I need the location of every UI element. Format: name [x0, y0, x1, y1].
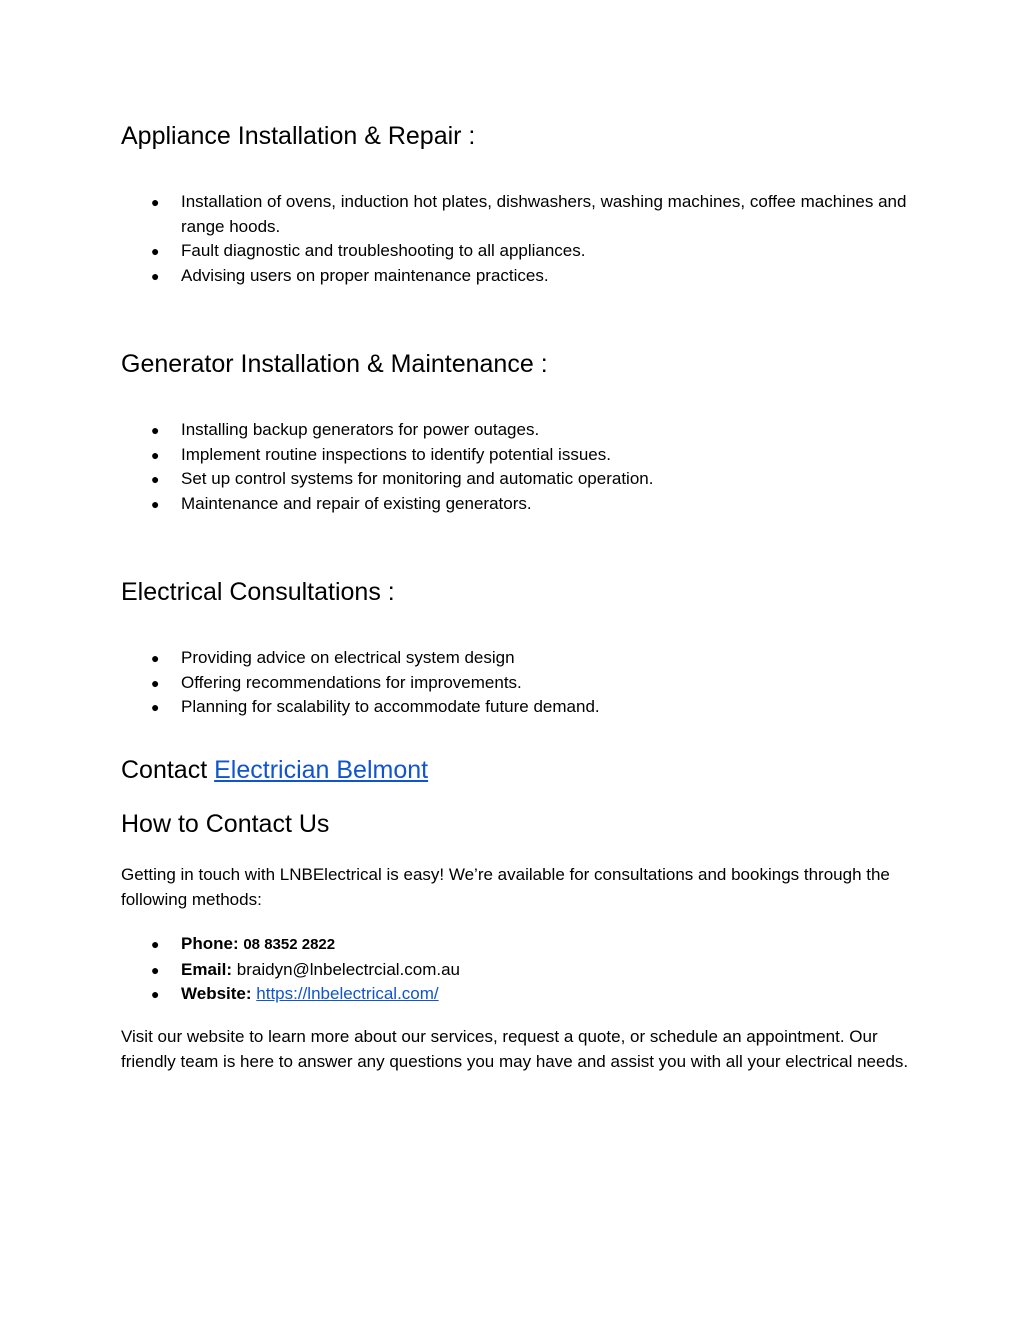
- list-item: [121, 646, 911, 671]
- contact-prefix: Contact: [121, 756, 215, 784]
- generator-list: [121, 418, 911, 516]
- contact-closing: Visit our website to learn more about our services, request a quote, or schedule an appointment. Our friendly team is here to answer any questions you may have and assist you with all your electrical needs.: [121, 1027, 909, 1071]
- list-item-phone: [121, 932, 911, 958]
- list-item: [121, 418, 911, 443]
- email-value: braidyn@lnbelectrcial.com.au: [236, 959, 461, 979]
- email-label: Email:: [181, 959, 233, 979]
- bullet-icon: ●: [151, 986, 160, 1002]
- how-to-contact-heading: How to Contact Us: [121, 810, 330, 838]
- consultations-heading: Electrical Consultations :: [121, 578, 395, 606]
- list-item: [121, 467, 911, 492]
- bullet-icon: ●: [151, 267, 160, 284]
- appliance-heading: Appliance Installation & Repair :: [121, 122, 476, 150]
- bullet-icon: ●: [151, 699, 160, 715]
- list-item-text: Offering recommendations for improvements.: [181, 672, 522, 692]
- list-item: [121, 239, 911, 264]
- list-item-text: Installing backup generators for power outages.: [181, 420, 540, 439]
- list-item-text: Advising users on proper maintenance practices.: [181, 265, 549, 285]
- list-item: [121, 190, 911, 239]
- list-item-text: Maintenance and repair of existing generators.: [181, 493, 532, 513]
- contact-link-heading: [121, 755, 428, 785]
- list-item: [121, 671, 911, 696]
- bullet-icon: ●: [151, 495, 160, 512]
- website-link[interactable]: https://lnbelectrical.com/: [256, 984, 439, 1003]
- website-label: Website:: [181, 984, 252, 1003]
- list-item-text: Planning for scalability to accommodate future demand.: [181, 697, 600, 716]
- list-item-text: Implement routine inspections to identify potential issues.: [181, 444, 611, 464]
- consultations-list: [121, 646, 911, 720]
- bullet-icon: ●: [151, 194, 160, 210]
- list-item-website: [121, 982, 911, 1007]
- bullet-icon: ●: [151, 936, 160, 952]
- list-item: [121, 695, 911, 720]
- bullet-icon: ●: [151, 650, 160, 666]
- list-item-text: Fault diagnostic and troubleshooting to all appliances.: [181, 241, 586, 260]
- bullet-icon: ●: [151, 422, 160, 438]
- list-item: [121, 492, 911, 517]
- electrician-belmont-link[interactable]: Electrician Belmont: [214, 756, 429, 784]
- list-item-text: Installation of ovens, induction hot plates, dishwashers, washing machines, coffee machines and range hoods.: [181, 192, 907, 236]
- contact-intro: Getting in touch with LNBElectrical is easy! We’re available for consultations and bookings through the following methods:: [121, 865, 890, 909]
- phone-value: 08 8352 2822: [243, 936, 336, 953]
- list-item-text: Set up control systems for monitoring and automatic operation.: [181, 469, 654, 488]
- list-item-email: [121, 958, 911, 983]
- bullet-icon: ●: [151, 243, 160, 259]
- bullet-icon: ●: [151, 446, 160, 463]
- phone-label: Phone:: [181, 934, 239, 953]
- bullet-icon: ●: [151, 471, 160, 487]
- generator-heading: Generator Installation & Maintenance :: [121, 350, 548, 378]
- list-item: [121, 264, 911, 289]
- bullet-icon: ●: [151, 961, 160, 978]
- list-item-text: Providing advice on electrical system design: [181, 648, 515, 667]
- contact-methods-list: [121, 932, 911, 1007]
- appliance-list: [121, 190, 911, 288]
- bullet-icon: ●: [151, 674, 160, 691]
- list-item: [121, 443, 911, 468]
